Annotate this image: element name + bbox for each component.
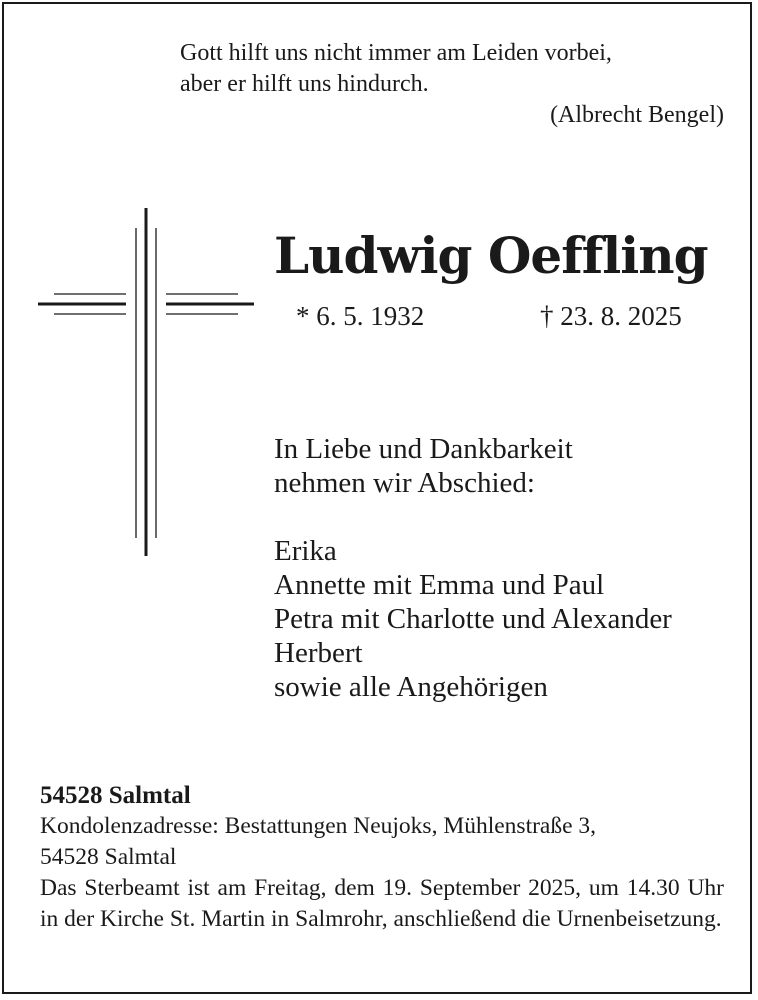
mourner-name: Petra mit Charlotte und Alexander xyxy=(274,603,672,635)
death-date: † 23. 8. 2025 xyxy=(540,301,682,331)
footer-info xyxy=(40,780,724,935)
deceased-name: Ludwig Oeffling xyxy=(274,226,708,285)
mourner-name: Herbert xyxy=(274,637,363,669)
farewell-line-1: In Liebe und Dankbarkeit xyxy=(274,433,573,465)
obituary-notice xyxy=(2,2,752,994)
cross-icon xyxy=(38,208,254,560)
condolence-address-line-1: Kondolenzadresse: Bestattungen Neujoks, Mühlenstraße 3, xyxy=(40,813,597,839)
birth-date: * 6. 5. 1932 xyxy=(296,301,425,331)
mourner-name: Annette mit Emma und Paul xyxy=(274,569,605,601)
motto-line-1: Gott hilft uns nicht immer am Leiden vorbei, xyxy=(180,40,612,66)
mourner-name: sowie alle Angehörigen xyxy=(274,671,548,703)
mourner-name: Erika xyxy=(274,535,337,567)
service-details: Das Sterbeamt ist am Freitag, dem 19. September 2025, um 14.30 Uhr in der Kirche St. Martin in Salmrohr, anschließend die Urnenbeisetzung. xyxy=(40,875,724,932)
motto-attribution: (Albrecht Bengel) xyxy=(550,102,724,128)
town-heading: 54528 Salmtal xyxy=(40,782,191,809)
condolence-address-line-2: 54528 Salmtal xyxy=(40,844,177,870)
motto-line-2: aber er hilft uns hindurch. xyxy=(180,71,429,97)
farewell-line-2: nehmen wir Abschied: xyxy=(274,467,535,499)
mourners-block xyxy=(274,432,672,704)
motto-quote xyxy=(180,38,730,131)
